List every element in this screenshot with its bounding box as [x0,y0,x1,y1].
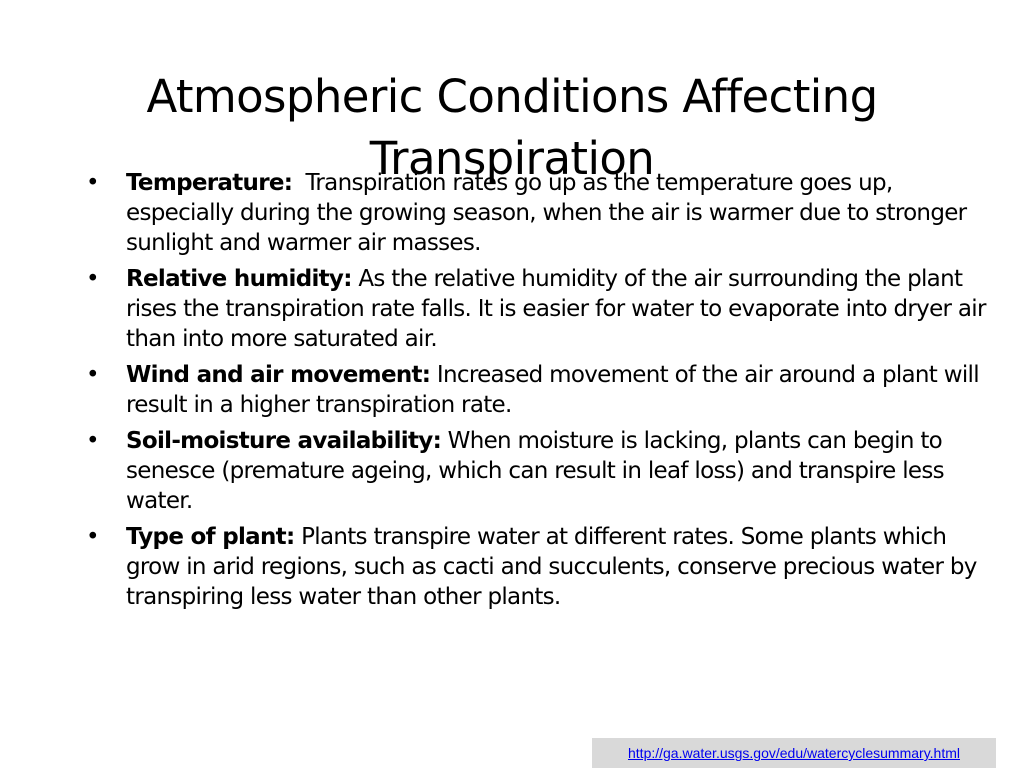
bullet-text: Transpiration rates go up as the temperature goes up, especially during the growing season, when the air is warmer due to stronger sunlight and warmer air masses. [126,170,974,256]
source-footer [592,738,996,768]
bullet-item-temperature [86,168,986,258]
bullet-icon: • [86,428,99,454]
bullet-item-relative-humidity [86,264,993,354]
bullet-icon: • [86,524,99,550]
bullet-label: Soil-moisture availability: [126,428,442,454]
bullet-label: Wind and air movement: [126,362,431,388]
bullet-text: When moisture is lacking, plants can begin to senesce (premature ageing, which can result in leaf loss) and transpire less water. [126,428,951,514]
bullet-text: As the relative humidity of the air surrounding the plant rises the transpiration rate falls. It is easier for water to evaporate into dryer air than into more saturated air. [126,266,993,352]
bullet-text: Plants transpire water at different rates. Some plants which grow in arid regions, such as cacti and succulents, conserve precious water by transpiring less water than other plants. [126,524,984,610]
bullet-item-soil-moisture [86,426,986,516]
source-link[interactable]: http://ga.water.usgs.gov/edu/watercyclesummary.html [628,745,960,761]
bullet-label: Type of plant: [126,524,295,550]
slide-title: Atmospheric Conditions Affecting Transpiration [146,70,878,185]
bullet-label: Relative humidity: [126,266,352,292]
bullet-icon: • [86,362,99,388]
bullet-label: Temperature: [126,170,293,196]
bullet-text: Increased movement of the air around a plant will result in a higher transpiration rate. [126,362,986,418]
bullet-list [86,168,993,618]
bullet-icon: • [86,170,99,196]
bullet-item-type-of-plant [86,522,986,612]
bullet-item-wind [86,360,986,420]
bullet-icon: • [86,266,99,292]
